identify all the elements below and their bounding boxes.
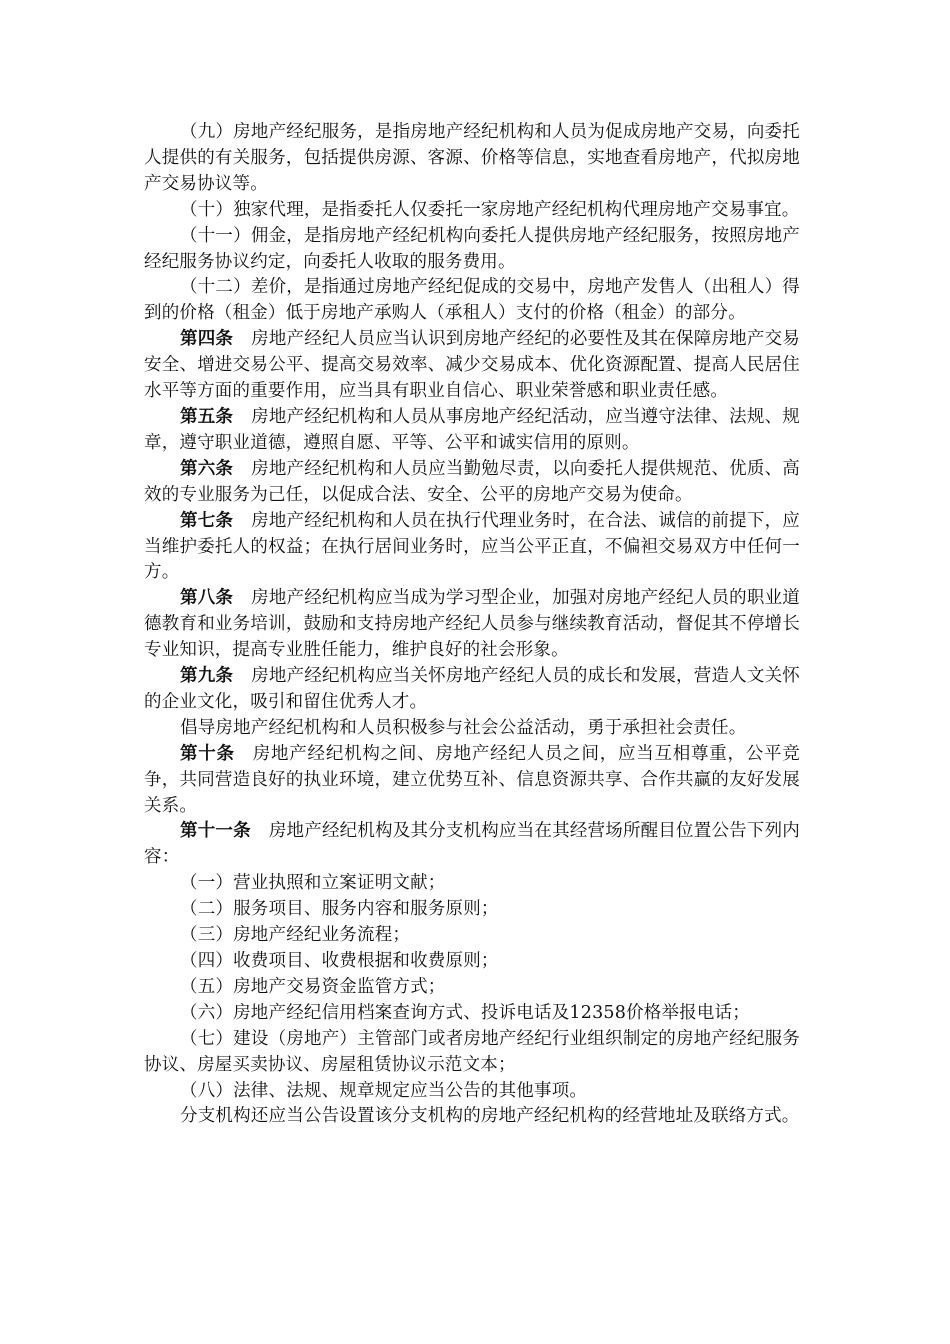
paragraph-text: （九）房地产经纪服务，是指房地产经纪机构和人员为促成房地产交易，向委托人提供的有关服务，包括提供房源、客源、价格等信息，实地查看房地产，代拟房地产交易协议等。: [144, 122, 800, 194]
article-text: 房地产经纪机构之间、房地产经纪人员之间，应当互相尊重，公平竞争，共同营造良好的执业环境，建立优势互补、信息资源共享、合作共赢的友好发展关系。: [144, 743, 800, 816]
paragraph-text: （十）独家代理，是指委托人仅委托一家房地产经纪机构代理房地产交易事宜。: [180, 199, 800, 220]
list-item-1: [144, 871, 800, 897]
paragraph-item-10: [144, 198, 800, 224]
article-text: 房地产经纪机构应当成为学习型企业，加强对房地产经纪人员的职业道德教育和业务培训，鼓励和支持房地产经纪人员参与继续教育活动，督促其不停增长专业知识，提高专业胜任能力，维护良好的社会形象。: [144, 588, 800, 661]
article-text: 房地产经纪机构及其分支机构应当在其经营场所醒目位置公告下列内容：: [144, 821, 800, 868]
list-item-text: （六）房地产经纪信用档案查询方式、投诉电话及12358价格举报电话；: [180, 1002, 750, 1023]
article-number: 第六条: [180, 458, 234, 479]
article-6: [144, 457, 800, 509]
branch-notice: [144, 1104, 800, 1130]
article-text: 房地产经纪机构和人员在执行代理业务时，在合法、诚信的前提下，应当维护委托人的权益；在执行居间业务时，应当公平正直，不偏袒交易双方中任何一方。: [144, 510, 800, 583]
list-item-8: [144, 1079, 800, 1105]
list-item-text: （四）收费项目、收费根据和收费原则；: [180, 951, 499, 971]
article-number: 第九条: [180, 666, 234, 687]
list-item-4: [144, 949, 800, 975]
list-item-5: [144, 975, 800, 1001]
article-9-continuation: [144, 716, 800, 742]
article-number: 第四条: [180, 329, 234, 350]
list-item-6: [144, 1001, 800, 1027]
article-11: [144, 819, 800, 871]
list-item-2: [144, 897, 800, 923]
list-item-text: （一）营业执照和立案证明文献；: [180, 873, 446, 894]
article-number: 第八条: [180, 588, 234, 609]
list-item-3: [144, 923, 800, 949]
article-text: 房地产经纪人员应当认识到房地产经纪的必要性及其在保障房地产交易安全、增进交易公平、提高交易效率、减少交易成本、优化资源配置、提高人民居住水平等方面的重要作用，应当具有职业自信心、职业荣誉感和职业责任感。: [144, 329, 800, 402]
article-10: [144, 742, 800, 820]
paragraph-text: （十二）差价，是指通过房地产经纪促成的交易中，房地产发售人（出租人）得到的价格（租金）低于房地产承购人（承租人）支付的价格（租金）的部分。: [144, 277, 800, 324]
list-item-text: （三）房地产经纪业务流程；: [180, 925, 411, 946]
article-number: 第七条: [180, 510, 234, 531]
article-5: [144, 405, 800, 457]
paragraph-item-11: [144, 224, 800, 276]
paragraph-text: （十一）佣金，是指房地产经纪机构向委托人提供房地产经纪服务，按照房地产经纪服务协议约定，向委托人收取的服务费用。: [144, 225, 800, 272]
article-number: 第十一条: [180, 821, 251, 842]
paragraph-text: 倡导房地产经纪机构和人员积极参与社会公益活动，勇于承担社会责任。: [180, 717, 747, 738]
article-text: 房地产经纪机构应当关怀房地产经纪人员的成长和发展，营造人文关怀的企业文化，吸引和留住优秀人才。: [144, 666, 800, 712]
article-text: 房地产经纪机构和人员应当勤勉尽责，以向委托人提供规范、优质、高效的专业服务为己任，以促成合法、安全、公平的房地产交易为使命。: [144, 458, 800, 505]
list-item-text: （八）法律、法规、规章规定应当公告的其他事项。: [180, 1080, 588, 1101]
article-7: [144, 509, 800, 587]
article-number: 第五条: [180, 406, 234, 427]
article-8: [144, 586, 800, 664]
paragraph-item-12: [144, 275, 800, 327]
article-4: [144, 327, 800, 405]
list-item-text: （五）房地产交易资金监管方式；: [180, 976, 446, 997]
article-number: 第十条: [180, 743, 235, 764]
paragraph-item-9: [144, 120, 800, 198]
list-item-text: （二）服务项目、服务内容和服务原则；: [180, 899, 499, 920]
article-text: 房地产经纪机构和人员从事房地产经纪活动，应当遵守法律、法规、规章，遵守职业道德，遵照自愿、平等、公平和诚实信用的原则。: [144, 406, 800, 453]
list-item-text: （七）建设（房地产）主管部门或者房地产经纪行业组织制定的房地产经纪服务协议、房屋买卖协议、房屋租赁协议示范文本；: [144, 1028, 800, 1075]
article-9: [144, 664, 800, 716]
list-item-7: [144, 1027, 800, 1079]
paragraph-text: 分支机构还应当公告设置该分支机构的房地产经纪机构的经营地址及联络方式。: [180, 1106, 800, 1127]
document-page: [144, 120, 800, 1130]
